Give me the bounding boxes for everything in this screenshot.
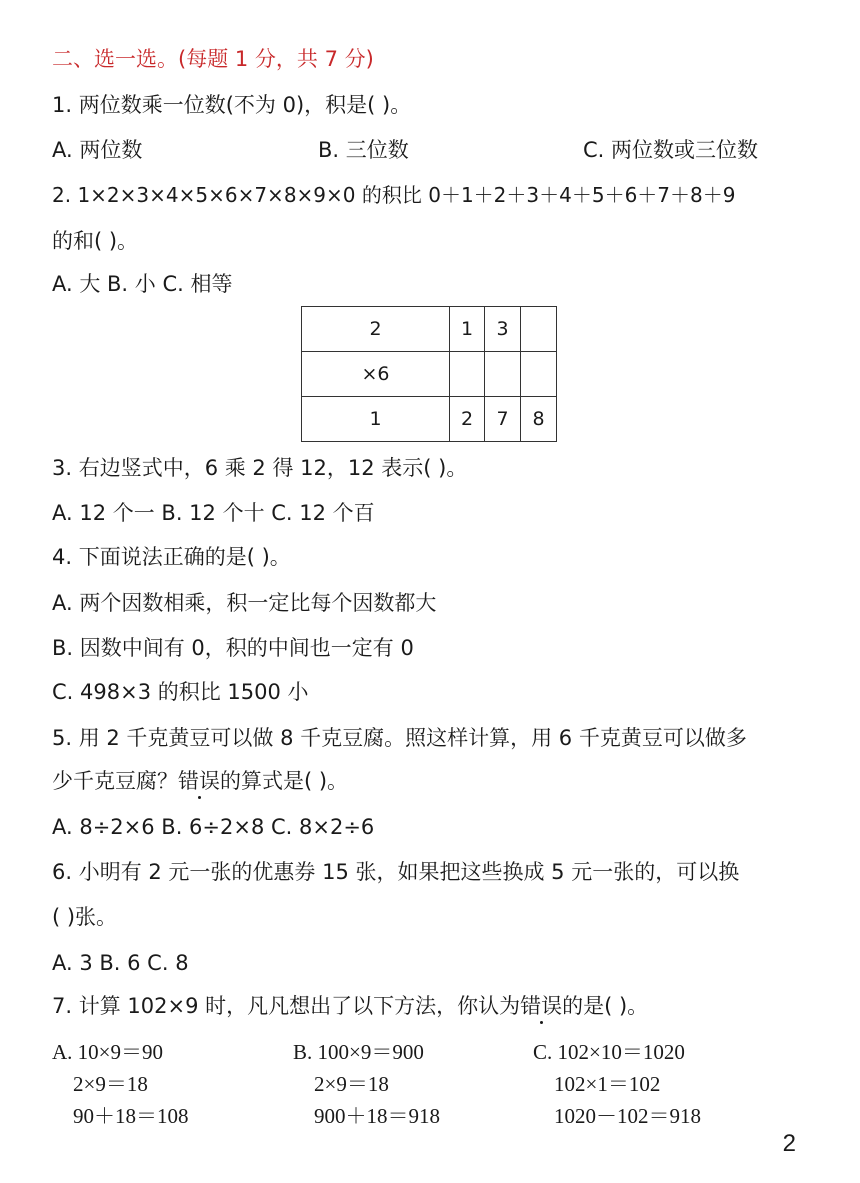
q7-emphasis: 错误 <box>520 994 563 1018</box>
q4-option-a: A. 两个因数相乘，积一定比每个因数都大 <box>52 591 437 615</box>
q6-line2: ( )张。 <box>52 905 118 929</box>
q7-option-c: C. 102×10＝1020 102×1＝102 1020－102＝918 <box>533 1040 701 1128</box>
q5-emphasis: 错误 <box>178 769 220 793</box>
table-row <box>302 307 557 352</box>
q7-stem-pre: 7. 计算 102×9 时，凡凡想出了以下方法，你认为 <box>52 994 521 1018</box>
q5-options: A. 8÷2×6 B. 6÷2×8 C. 8×2÷6 <box>52 815 375 839</box>
table-cell <box>450 352 485 397</box>
q5-line1: 5. 用 2 千克黄豆可以做 8 千克豆腐。照这样计算，用 6 千克黄豆可以做多 <box>52 726 747 750</box>
table-cell <box>521 352 557 397</box>
q5-line2-pre: 少千克豆腐？ <box>52 769 178 793</box>
table-cell: 2 <box>450 397 485 442</box>
q2-options: A. 大 B. 小 C. 相等 <box>52 272 233 296</box>
vertical-multiplication-table <box>301 306 557 442</box>
q7-stem <box>52 991 648 1021</box>
q6-line1: 6. 小明有 2 元一张的优惠券 15 张，如果把这些换成 5 元一张的，可以换 <box>52 860 740 884</box>
section-title: 二、选一选。(每题 1 分，共 7 分) <box>52 47 374 71</box>
q2-line1: 2. 1×2×3×4×5×6×7×8×9×0 的积比 0＋1＋2＋3＋4＋5＋6＋7＋8＋9 <box>52 183 736 207</box>
table-cell: ×6 <box>302 352 450 397</box>
table-cell: 1 <box>450 307 485 352</box>
table-cell: 1 <box>302 397 450 442</box>
q2-line2: 的和( )。 <box>52 229 139 253</box>
table-cell <box>485 352 521 397</box>
table-row <box>302 397 557 442</box>
table-cell: 2 <box>302 307 450 352</box>
table-cell <box>521 307 557 352</box>
q6-options: A. 3 B. 6 C. 8 <box>52 951 189 975</box>
table-row <box>302 352 557 397</box>
q4-option-b: B. 因数中间有 0，积的中间也一定有 0 <box>52 636 414 660</box>
table-cell: 7 <box>485 397 521 442</box>
q1-option-c: C. 两位数或三位数 <box>583 138 759 162</box>
q3-options: A. 12 个一 B. 12 个十 C. 12 个百 <box>52 501 375 525</box>
q3-stem: 3. 右边竖式中，6 乘 2 得 12，12 表示( )。 <box>52 456 468 480</box>
table-cell: 3 <box>485 307 521 352</box>
q7-option-a: A. 10×9＝90 2×9＝18 90＋18＝108 <box>52 1040 189 1128</box>
q7-stem-post: 的是( )。 <box>562 994 649 1018</box>
q7-option-b: B. 100×9＝900 2×9＝18 900＋18＝918 <box>293 1040 440 1128</box>
q4-stem: 4. 下面说法正确的是( )。 <box>52 545 291 569</box>
table-cell: 8 <box>521 397 557 442</box>
q1-option-b: B. 三位数 <box>318 138 409 162</box>
q1-stem: 1. 两位数乘一位数(不为 0)，积是( )。 <box>52 93 412 117</box>
page-number: 2 <box>782 1130 796 1157</box>
q5-line2 <box>52 766 348 796</box>
q1-option-a: A. 两位数 <box>52 138 143 162</box>
q4-option-c: C. 498×3 的积比 1500 小 <box>52 680 309 704</box>
q5-line2-post: 的算式是( )。 <box>220 769 349 793</box>
